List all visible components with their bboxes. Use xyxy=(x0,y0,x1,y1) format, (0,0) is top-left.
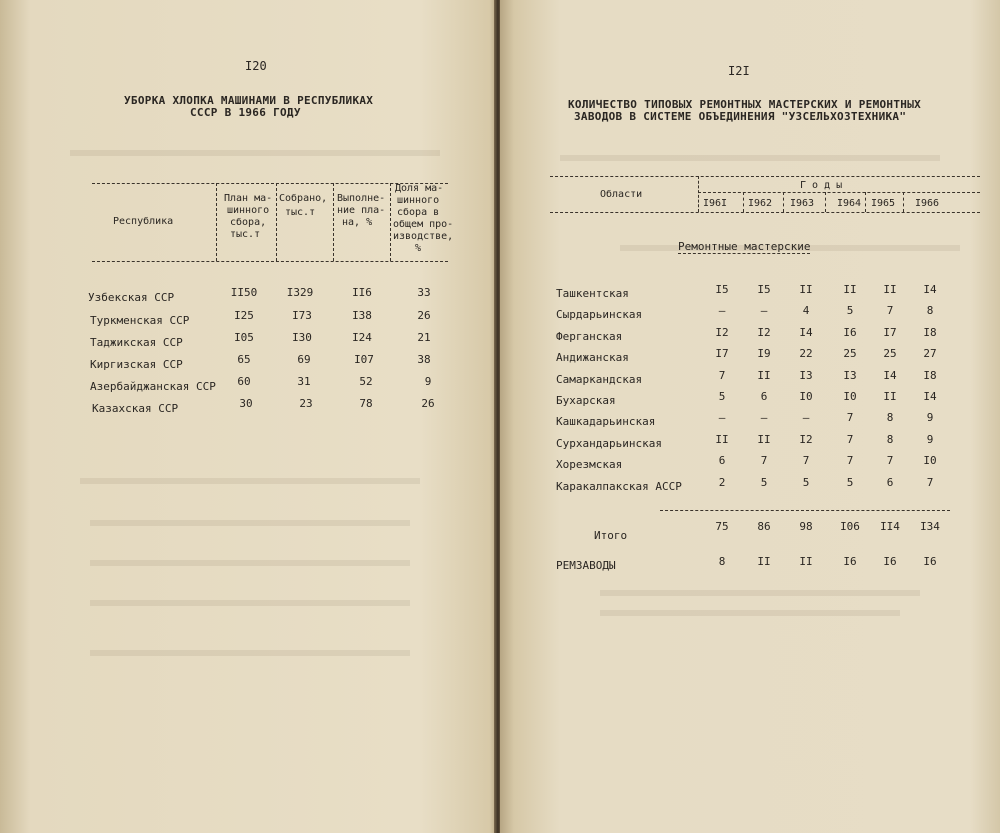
year-value: I3 xyxy=(799,369,813,382)
year-value: I2 xyxy=(715,326,729,339)
header-years: Г о д ы xyxy=(800,180,843,191)
year-value: I7 xyxy=(715,347,729,360)
year-1963: I963 xyxy=(790,198,815,209)
year-value: I0 xyxy=(799,390,813,403)
right-page xyxy=(500,0,1000,833)
header-execution-1: Выполне- xyxy=(337,193,386,204)
year-value: I3 xyxy=(843,369,857,382)
year-value: II xyxy=(757,433,771,446)
bleed-through xyxy=(600,590,920,596)
header-share-1: Доля ма- xyxy=(395,183,444,194)
bleed-through xyxy=(90,650,410,656)
total-label: Итого xyxy=(594,529,628,542)
year-value: I6 xyxy=(883,555,897,568)
collected-value: 31 xyxy=(297,375,311,388)
table-title-line2: ЗАВОДОВ В СИСТЕМЕ ОБЪЕДИНЕНИЯ "УЗСЕЛЬХОЗТЕХНИКА" xyxy=(574,110,907,123)
plan-value: 65 xyxy=(237,353,251,366)
year-value: II xyxy=(883,283,897,296)
plan-value: 60 xyxy=(237,375,251,388)
execution-value: I07 xyxy=(354,353,374,366)
year-value: 4 xyxy=(802,304,810,317)
republic-name: Таджикская ССР xyxy=(90,336,183,349)
bleed-through xyxy=(90,600,410,606)
header-collected-2: тыс.т xyxy=(285,207,316,218)
plants-label: РЕМЗАВОДЫ xyxy=(556,559,616,572)
year-value: 75 xyxy=(715,520,729,533)
republic-name: Туркменская ССР xyxy=(90,314,190,327)
collected-value: 23 xyxy=(299,397,313,410)
year-value: I4 xyxy=(923,390,937,403)
year-value: 9 xyxy=(926,411,934,424)
header-bottom-rule xyxy=(550,212,980,213)
year-1964: I964 xyxy=(837,198,862,209)
region-name: Сырдарьинская xyxy=(556,308,643,321)
region-name: Кашкадарьинская xyxy=(556,415,656,428)
year-value: – xyxy=(802,411,810,424)
column-divider xyxy=(333,183,334,261)
year-value: I4 xyxy=(799,326,813,339)
republic-name: Киргизская ССР xyxy=(90,358,183,371)
year-value: 7 xyxy=(886,304,894,317)
section-label: Ремонтные мастерские xyxy=(678,240,811,253)
execution-value: 52 xyxy=(359,375,373,388)
bleed-through xyxy=(70,150,440,156)
year-value: 5 xyxy=(760,476,768,489)
year-value: 5 xyxy=(846,304,854,317)
year-value: 7 xyxy=(886,454,894,467)
year-value: I6 xyxy=(843,326,857,339)
year-value: I0 xyxy=(923,454,937,467)
year-value: I06 xyxy=(840,520,860,533)
collected-value: I73 xyxy=(292,309,312,322)
bleed-through xyxy=(560,155,940,161)
year-value: 6 xyxy=(760,390,768,403)
year-1965: I965 xyxy=(871,198,896,209)
region-name: Самаркандская xyxy=(556,373,643,386)
collected-value: I329 xyxy=(286,286,314,299)
year-value: 8 xyxy=(886,411,894,424)
left-page xyxy=(0,0,497,833)
year-value: II xyxy=(843,283,857,296)
year-value: – xyxy=(760,304,768,317)
column-divider xyxy=(865,192,866,212)
year-value: II xyxy=(715,433,729,446)
header-collected-1: Собрано, xyxy=(279,193,328,204)
column-divider xyxy=(216,183,217,261)
column-divider xyxy=(783,192,784,212)
year-value: I34 xyxy=(920,520,940,533)
year-value: I8 xyxy=(923,369,937,382)
republic-name: Азербайджанская ССР xyxy=(90,380,216,393)
year-value: – xyxy=(718,411,726,424)
column-divider xyxy=(743,192,744,212)
header-regions: Области xyxy=(600,189,643,200)
collected-value: I30 xyxy=(292,331,312,344)
header-plan-4: тыс.т xyxy=(230,229,261,240)
year-value: 2 xyxy=(718,476,726,489)
year-value: I4 xyxy=(923,283,937,296)
year-1962: I962 xyxy=(748,198,773,209)
year-value: II xyxy=(757,555,771,568)
header-share-2: шинного xyxy=(397,195,440,206)
plan-value: I05 xyxy=(234,331,254,344)
year-value: II xyxy=(757,369,771,382)
year-value: I8 xyxy=(923,326,937,339)
share-value: 33 xyxy=(417,286,431,299)
share-value: 26 xyxy=(417,309,431,322)
region-name: Ферганская xyxy=(556,330,623,343)
years-rule xyxy=(698,192,980,193)
bleed-through xyxy=(90,560,410,566)
year-value: 7 xyxy=(846,433,854,446)
year-value: – xyxy=(760,411,768,424)
year-value: II4 xyxy=(880,520,900,533)
total-rule xyxy=(660,510,950,511)
header-plan-2: шинного xyxy=(227,205,270,216)
republic-name: Казахская ССР xyxy=(92,402,179,415)
share-value: 38 xyxy=(417,353,431,366)
table-title-line2: СССР В 1966 ГОДУ xyxy=(190,106,301,119)
year-value: 7 xyxy=(846,454,854,467)
year-value: 22 xyxy=(799,347,813,360)
bleed-through xyxy=(600,610,900,616)
plan-value: 30 xyxy=(239,397,253,410)
header-execution-3: на, % xyxy=(342,217,373,228)
year-value: 5 xyxy=(718,390,726,403)
column-divider xyxy=(825,192,826,212)
year-value: I9 xyxy=(757,347,771,360)
table-title-line1: КОЛИЧЕСТВО ТИПОВЫХ РЕМОНТНЫХ МАСТЕРСКИХ И РЕМОНТНЫХ xyxy=(568,98,922,111)
year-value: II xyxy=(799,283,813,296)
header-share-6: % xyxy=(415,243,422,254)
year-value: 8 xyxy=(718,555,726,568)
year-value: I7 xyxy=(883,326,897,339)
year-1961: I96I xyxy=(703,198,728,209)
year-1966: I966 xyxy=(915,198,940,209)
collected-value: 69 xyxy=(297,353,311,366)
header-republic: Республика xyxy=(113,216,174,227)
header-top-rule xyxy=(550,176,980,177)
year-value: I6 xyxy=(843,555,857,568)
year-value: 6 xyxy=(886,476,894,489)
region-name: Бухарская xyxy=(556,394,616,407)
share-value: 9 xyxy=(424,375,432,388)
table-title-line1: УБОРКА ХЛОПКА МАШИНАМИ В РЕСПУБЛИКАХ xyxy=(124,94,374,107)
header-share-3: сбора в xyxy=(397,207,440,218)
header-bottom-rule xyxy=(92,261,448,262)
header-plan-1: План ма- xyxy=(224,193,273,204)
year-value: 25 xyxy=(883,347,897,360)
year-value: II xyxy=(883,390,897,403)
share-value: 21 xyxy=(417,331,431,344)
share-value: 26 xyxy=(421,397,435,410)
bleed-through xyxy=(90,520,410,526)
year-value: II xyxy=(799,555,813,568)
year-value: I5 xyxy=(757,283,771,296)
year-value: 27 xyxy=(923,347,937,360)
execution-value: I24 xyxy=(352,331,372,344)
bleed-through xyxy=(80,478,420,484)
execution-value: 78 xyxy=(359,397,373,410)
column-divider xyxy=(698,176,699,212)
header-share-5: изводстве, xyxy=(393,231,454,242)
year-value: 7 xyxy=(802,454,810,467)
year-value: 7 xyxy=(718,369,726,382)
year-value: – xyxy=(718,304,726,317)
header-share-4: общем про- xyxy=(393,219,454,230)
year-value: 7 xyxy=(926,476,934,489)
year-value: I2 xyxy=(799,433,813,446)
year-value: I2 xyxy=(757,326,771,339)
year-value: I4 xyxy=(883,369,897,382)
column-divider xyxy=(390,183,391,261)
year-value: 8 xyxy=(886,433,894,446)
region-name: Каракалпакская АССР xyxy=(556,480,682,493)
year-value: I0 xyxy=(843,390,857,403)
year-value: 6 xyxy=(718,454,726,467)
year-value: 25 xyxy=(843,347,857,360)
section-underline xyxy=(678,253,810,254)
column-divider xyxy=(276,183,277,261)
execution-value: I38 xyxy=(352,309,372,322)
plan-value: I25 xyxy=(234,309,254,322)
region-name: Андижанская xyxy=(556,351,629,364)
year-value: 86 xyxy=(757,520,771,533)
year-value: 8 xyxy=(926,304,934,317)
year-value: I6 xyxy=(923,555,937,568)
region-name: Хорезмская xyxy=(556,458,623,471)
year-value: 5 xyxy=(846,476,854,489)
year-value: I5 xyxy=(715,283,729,296)
republic-name: Узбекская ССР xyxy=(88,291,175,304)
year-value: 7 xyxy=(760,454,768,467)
page-number: I20 xyxy=(245,59,267,73)
region-name: Ташкентская xyxy=(556,287,629,300)
year-value: 7 xyxy=(846,411,854,424)
year-value: 5 xyxy=(802,476,810,489)
header-execution-2: ние пла- xyxy=(337,205,386,216)
column-divider xyxy=(903,192,904,212)
region-name: Сурхандарьинская xyxy=(556,437,662,450)
header-plan-3: сбора, xyxy=(230,217,267,228)
execution-value: II6 xyxy=(352,286,372,299)
year-value: 9 xyxy=(926,433,934,446)
year-value: 98 xyxy=(799,520,813,533)
plan-value: II50 xyxy=(230,286,258,299)
page-number: I2I xyxy=(728,64,750,78)
